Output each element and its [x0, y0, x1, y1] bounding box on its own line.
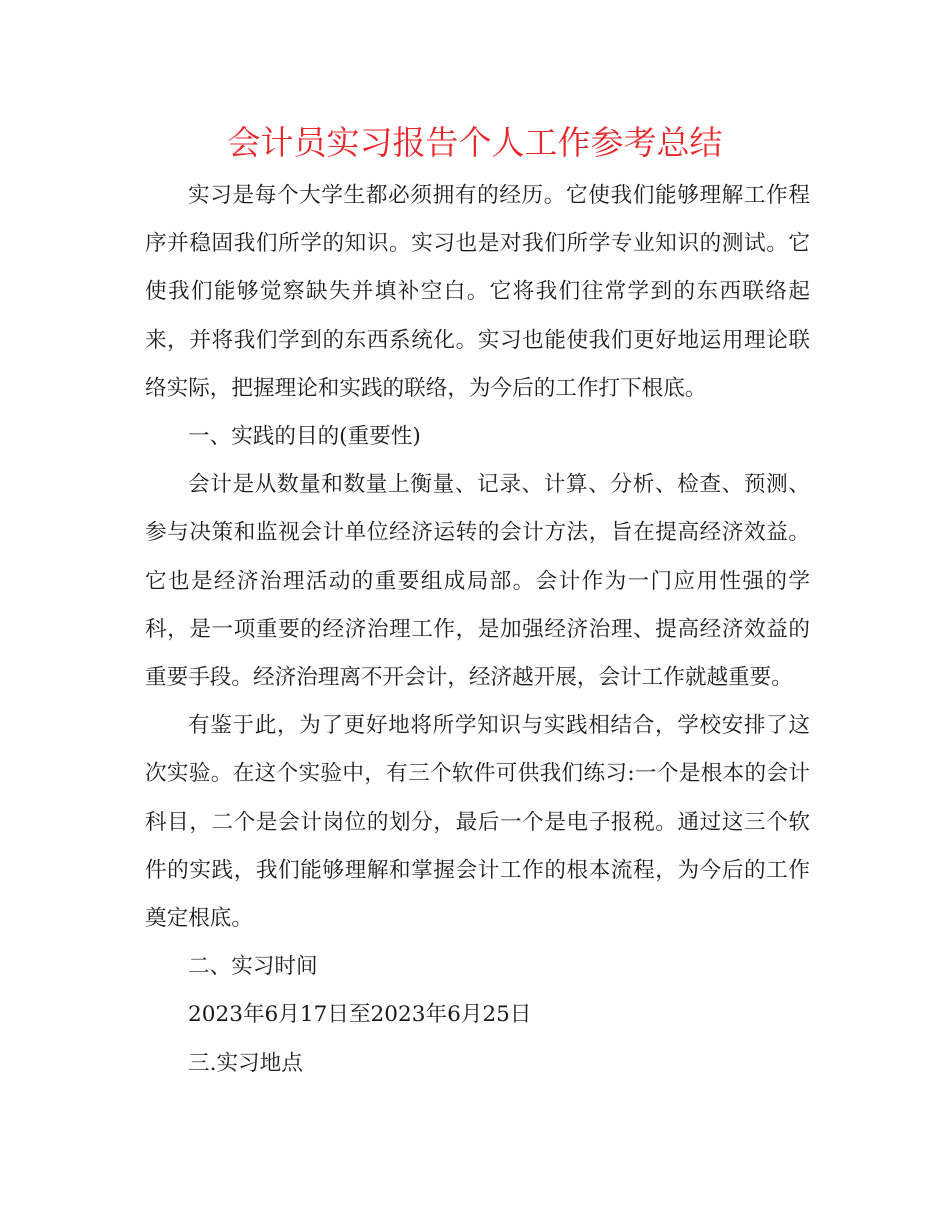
- internship-dates: 2023年6月17日至2023年6月25日: [188, 1002, 532, 1028]
- intro-paragraph: 实习是每个大学生都必须拥有的经历。它使我们能够理解工作程序并稳固我们所学的知识。实习也是对我们所学专业知识的测试。它使我们能够觉察缺失并填补空白。它将我们往常学到的东西联络起来，并将我们学到的东西系统化。实习也能使我们更好地运用理论联络实际，把握理论和实践的联络，为今后的工作打下根底。: [145, 183, 810, 401]
- document-body: [145, 172, 810, 1088]
- section-heading-purpose: 一、实践的目的(重要性): [188, 424, 421, 450]
- document-title: 会计员实习报告个人工作参考总结: [227, 123, 723, 162]
- experiment-paragraph: 有鉴于此，为了更好地将所学知识与实践相结合，学校安排了这次实验。在这个实验中，有三个软件可供我们练习:一个是根本的会计科目，二个是会计岗位的划分，最后一个是电子报税。通过这三个软件的实践，我们能够理解和掌握会计工作的根本流程，为今后的工作奠定根底。: [145, 713, 810, 932]
- accounting-paragraph: 会计是从数量和数量上衡量、记录、计算、分析、检查、预测、参与决策和监视会计单位经济运转的会计方法，旨在提高经济效益。它也是经济治理活动的重要组成局部。会计作为一门应用性强的学科，是一项重要的经济治理工作，是加强经济治理、提高经济效益的重要手段。经济治理离不开会计，经济越开展，会计工作就越重要。: [145, 472, 810, 691]
- section-heading-time: 二、实习时间: [188, 954, 318, 980]
- section-heading-location: 三.实习地点: [188, 1050, 303, 1076]
